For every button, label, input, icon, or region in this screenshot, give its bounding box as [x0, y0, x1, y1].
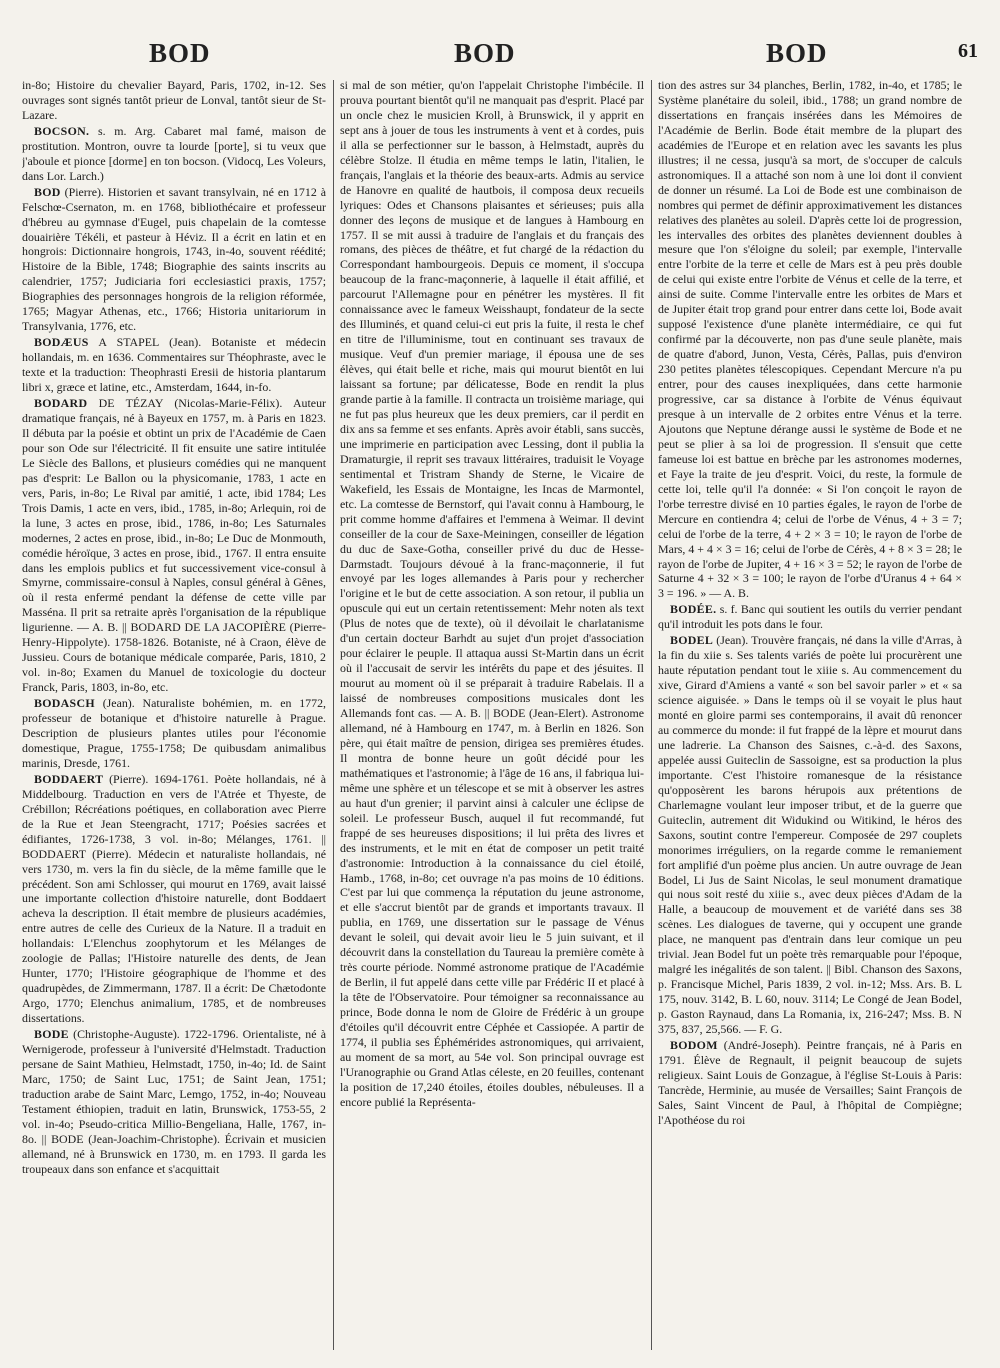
text-columns — [22, 78, 982, 1358]
column-3 — [658, 78, 962, 1356]
dictionary-entry — [22, 1027, 326, 1177]
dictionary-entry — [22, 78, 326, 123]
entry-headword: BOD — [34, 184, 61, 199]
dictionary-entry — [22, 696, 326, 771]
column-rule-2 — [651, 80, 652, 1350]
dictionary-entry — [658, 602, 962, 632]
dictionary-entry — [22, 124, 326, 184]
entry-headword: BODEL — [670, 633, 714, 648]
column-rule-1 — [333, 80, 334, 1350]
entry-headword: BODE — [34, 1027, 69, 1042]
dictionary-entry — [658, 633, 962, 1037]
entry-text: (André-Joseph). Peintre français, né à Paris en 1791. Élève de Regnault, il peignit beaucoup de sujets religieux. Saint Louis de Gonzague, à l'église St-Louis à Paris: Tancrède, Herminie, au musée de Versailles; Saint François de Sales, Saint Vincent de Paul, à l'hôpital de Compiègne; l'Apothéose du roi — [658, 1038, 962, 1127]
entry-text: (Jean). Trouvère français, né dans la ville d'Arras, à la fin du xiie s. Ses talents variés de poète lui procurèrent une haute réputation pendant tout le xiiie s. Au commencement du xive, Girard d'Amiens a vanté « son bel savoir parler » et « sa science aiguisée. » Dans le temps où il se voyait le plus haut monté en gloire parmi ses contemporains, il avait dû renoncer au commerce du monde: il fut frappé de la lèpre et mourut dans une ladrerie. La Chanson des Saisnes, c.-à-d. des Saxons, appelée aussi Guiteclin de Sassoigne, est sa production la plus importante. C'est l'histoire romanesque de la résistance qu'opposèrent les barons hérupois aux prétentions de Charlemagne voulant leur imposer tribut, et de la guerre que Guiteclin, autrement dit Widukind ou Witikind, le héros des Saxons, soutint contre l'empereur. Composée de 297 couplets monorimes irréguliers, on la regarde comme le remaniement fort amplifié d'un poème plus ancien. Un autre ouvrage de Jean Bodel, Li Jus de Saint Nicolas, le seul monument dramatique qui nous soit resté du xiiie s., avec deux pièces d'Adam de la Halle, a beaucoup de mouvement et de variété dans ses 38 scènes. Les dialogues de taverne, qui y occupent une grande place, ne manquent pas d'entrain dans leur comique un peu trivial. Jean Bodel fut un poète très remarquable pour l'époque, malgré les inégalités de son talent. || Bibl. Chanson des Saxons, p. Francisque Michel, Paris 1839, 2 vol. in-12; Mss. Ars. B. L 175, nouv. 3142, B. L 60, nouv. 3114; Le Congé de Jean Bodel, p. Gaston Raynaud, dans La Romania, ix, 216-247; Mss. B. N 375, 837, 25,566. — F. G. — [658, 633, 962, 1037]
running-head-center: BOD — [454, 38, 516, 68]
dictionary-entry — [658, 78, 962, 601]
column-1 — [22, 78, 326, 1356]
entry-text: (Pierre). Historien et savant transylvain, né en 1712 à Felschœ-Csernaton, m. en 1768, bibliothécaire et professeur d'hébreu au gymnase d'Eugel, puis chapelain de la comtesse douairière Tékéli, et pasteur à Héviz. Il a écrit en latin et en hongrois: Dictionnaire hongrois, 1743, in-4o, souvent réédité; Histoire de la Bible, 1748; Biographie des saints inscrits au calendrier, 1757; Judiciaria fori ecclesiastici praxis, 1757; Biographies des personnages hongrois de la religion réformée, 1765; Magyar Athenas, etc., 1766; Historia unitariorum in Transylvania, 1776, etc. — [22, 184, 326, 334]
entry-headword: BODARD — [34, 396, 88, 411]
running-head-left: BOD — [149, 38, 211, 68]
page-header — [24, 38, 978, 78]
entry-text: s. m. Arg. Cabaret mal famé, maison de prostitution. Montron, ouvre ta lourde [porte], si tu veux que j'aboule et pionce [dorme] en ton bocson. (Vidocq, Les Voleurs, dans Lor. Larch.) — [22, 123, 326, 183]
entry-text: (Christophe-Auguste). 1722-1796. Orientaliste, né à Wernigerode, professeur à l'université d'Helmstadt. Traduction persane de Saint Mathieu, Helmstadt, 1750, in-4o; Id. de Saint Marc, 1750; de Saint Luc, 1751; de Saint Jean, 1751; traduction arabe de Saint Marc, Lemgo, 1752, in-4o; Nouveau Testament éthiopien, traduit en latin, Brunswick, 1753-55, 2 vol. in-4o; Pseudo-critica Millio-Bengeliana, Halle, 1767, in-8o. || BODE (Jean-Joachim-Christophe). Écrivain et musicien allemand, né à Brunswick en 1730, m. en 1793. Il garda les troupeaux dans son enfance et s'acquittait — [22, 1027, 326, 1176]
entry-headword: BODDAERT — [34, 771, 104, 786]
entry-headword: BOCSON. — [34, 123, 90, 138]
entry-text: tion des astres sur 34 planches, Berlin, 1782, in-4o, et 1785; le Système planétaire du soleil, ibid., 1788; un grand nombre de dissertations en français insérées dans les Mémoires de l'Académie de Berlin. Bode était membre de la plupart des académies de l'Europe et en relation avec les savants les plus illustres; il ne cessa, jusqu'à sa mort, de s'occuper de calculs astronomiques. Il a attaché son nom à une loi dont il convient de donner un résumé. La Loi de Bode est une combinaison de nombres qui permet de définir approximativement les distances relatives des planètes au soleil. D'après cette loi de progression, les intervalles des orbites des planètes deviennent doubles à mesure que l'on s'éloigne du soleil; par exemple, l'intervalle entre l'orbite de la terre et celle de Mars est à peu près double de celui qui existe entre l'orbite de Vénus et celle de la terre, et ainsi de suite. Comme l'intervalle entre les orbites de Mars et de Jupiter était trop grand pour entrer dans cette loi, Bode avait supposé l'existence d'une planète intermédiaire, ce qui fut confirmé par la découverte, non pas d'une seule planète, mais de quatre d'abord, Junon, Vesta, Cérès, Pallas, puis d'environ 230 petites planètes télescopiques. Cependant Mercure n'a pu entrer, pour des causes inexpliquées, dans cette harmonie progressive, car sa distance à l'orbite de Vénus équivaut presque à un intervalle de 2 orbites entre Vénus et la terre. Ajoutons que Neptune dérange aussi le système de Bode et ne peut se plier à sa loi de progression. Il s'ensuit que cette fameuse loi est battue en brèche par les astronomes modernes, et Faye la traite de jeu d'esprit. Voici, du reste, la formule de cette loi, telle qu'il l'a donnée: « Si l'on conçoit le rayon de l'orbe terrestre divisé en 10 parties égales, le rayon de l'orbe de Mercure en contiendra 4; celui de l'orbe de Vénus, 4 + 3 = 7; celui de l'orbe de la terre, 4 + 2 × 3 = 10; le rayon de l'orbe de Mars, 4 + 4 × 3 = 16; celui de l'orbe de Cérès, 4 + 8 × 3 = 28; le rayon de l'orbe de Jupiter, 4 + 16 × 3 = 52; le rayon de l'orbe de Saturne 4 + 32 × 3 = 100; le rayon de l'orbe d'Uranus 4 + 64 × 3 = 196. » — A. B. — [658, 78, 962, 601]
entry-text: DE TÉZAY (Nicolas-Marie-Félix). Auteur dramatique français, né à Bayeux en 1757, m. à Paris en 1823. Il débuta par la poésie et obtint un prix de l'Académie de Caen pour son Ode sur l'électricité. Il fit ensuite une satire intitulée Le Siècle des Ballons, et plusieurs comédies qui ne manquent pas d'esprit: Le Ballon ou la physicomanie, 1783, 1 acte en vers, Paris, in-8o; Le Rival par amitié, 1 acte, ibid 1784; Les Trois Damis, 1 acte en vers, ibid., 1785, in-8o; Arlequin, roi de la lune, 3 actes en prose, ibid., 1786, in-8o; Les Saturnales modernes, 2 actes en prose, ibid., in-8o; Le Duc de Monmouth, comédie héroïque, 3 actes en prose, ibid., 1767. Il entra ensuite dans les emplois publics et fut successivement vice-consul à Smyrne, commissaire-consul à Naples, consul général à Gênes, où il resta enfermé pendant la défense de cette ville par Masséna. Il prit sa retraite après l'organisation de la république ligurienne. — A. B. || BODARD DE LA JACOPIÈRE (Pierre-Henry-Hippolyte). 1758-1826. Botaniste, né à Craon, élève de Jussieu. Cours de botanique médicale comparée, Paris, 1810, 2 vol. in-8o; Examen du Manuel de toxicologie du docteur Franck, Paris, 1803, in-8o, etc. — [22, 396, 326, 695]
entry-headword: BODOM — [670, 1038, 718, 1052]
entry-text: (Jean). Naturaliste bohémien, m. en 1772, professeur de botanique et d'histoire naturelle à Prague. Description de plusieurs plantes utiles pour l'économie domestique, Prague, 1755-1758; De quibusdam animalibus marinis, Dresde, 1761. — [22, 696, 326, 770]
dictionary-entry — [22, 396, 326, 695]
column-2 — [340, 78, 644, 1356]
entry-text: A STAPEL (Jean). Botaniste et médecin hollandais, m. en 1636. Commentaires sur Théophraste, avec le texte et la traduction: Theophrasti Eresii de historia plantarum libri x, græce et latine, etc., Amsterdam, 1644, in-fo. — [22, 335, 326, 395]
dictionary-entry — [22, 185, 326, 335]
entry-headword: BODASCH — [34, 696, 95, 711]
entry-text: si mal de son métier, qu'on l'appelait Christophe l'imbécile. Il prouva pourtant bientôt qu'il ne manquait pas d'esprit. Placé par un oncle chez le musicien Kroll, à Brunswick, il y apprit en sept ans à jouer de tous les instruments à vent et à cordes, puis il alla se perfectionner sur le basson, à Helmstadt, auprès du célèbre Stolze. Il étudia en même temps le latin, l'italien, le français, l'anglais et la théorie des beaux-arts. Admis au service de Hanovre en qualité de hautbois, il composa deux recueils lyriques: Odes et Chansons plaisantes et sérieuses; puis alla donner des leçons de musique et de langues à Hambourg en 1757. Il se mit aussi à traduire de l'anglais et du français des romans, des pièces de théâtre, et fut chargé de la rédaction du Correspondant hambourgeois. Depuis ce moment, il s'occupa beaucoup de la franc-maçonnerie, à laquelle il était affilié, et parcourut l'Allemagne pour en pénétrer les mystères. Il fit connaissance avec le fameux Weisshaupt, fondateur de la secte des Illuminés, et quand celui-ci eut pris la fuite, il resta le chef en titre de l'illuminisme, tout en continuant ses travaux de musique. Veuf d'un premier mariage, il épousa une de ses élèves, qui était belle et riche, mais qui mourut bientôt en lui laissant sa fortune; par délicatesse, Bode en rendit la plus grande partie à la famille. Il contracta un troisième mariage, qui ne fut pas plus heureux que les deux premiers, car il perdit en dix ans sa femme et ses enfants. Après avoir établi, sans succès, une imprimerie en participation avec Lessing, dont il publia la Dramaturgie, il reprit ses travaux littéraires, traduisit le Voyage sentimental et Tristram Shandy de Sterne, le Vicaire de Wakefield, les Essais de Montaigne, les Incas de Marmontel, etc. La comtesse de Bernstorf, qui l'avait connu à Hambourg, le prit comme homme d'affaires et l'emmena à Weimar. Il devint conseiller de la cour de Saxe-Meiningen, conseiller de légation du duc de Saxe-Gotha, conseiller privé du duc de Hesse-Darmstadt. Toujours dévoué à la franc-maçonnerie, il fut envoyé par les loges allemandes à Paris pour y rechercher l'origine et le but de cette association. A son retour, il publia un opuscule qui eut un certain retentissement: Mehr noten als text (Plus de notes que de texte), où il dévoilait le charlatanisme d'un certain docteur Barhdt au sujet d'un projet d'association pour éclairer le peuple. Il attaqua aussi St-Martin dans un écrit où il l'accusait de servir les intérêts du pape et des jésuites. Il mourut au moment où il se préparait à traduire Rabelais. Il a laissé de nombreuses compositions musicales dont les Allemands font cas. — A. B. || BODE (Jean-Elert). Astronome allemand, né à Hambourg en 1747, m. à Berlin en 1826. Son père, qui était maître de pension, dirigea ses premières études. Il montra de bonne heure un goût décidé pour les mathématiques et l'astronomie; à l'âge de 16 ans, il fabriqua lui-même une sphère et un télescope et se mit à observer les astres au haut d'un grenier; il parvint ainsi à calculer une éclipse de soleil. Le professeur Busch, auquel il fut recommandé, fut frappé de ses heureuses dispositions; il lui prêta des livres et des instruments, et le mit en état de composer un petit traité d'astronomie: Introduction à la connaissance du ciel étoilé, Hamb., 1768, in-8o; cet ouvrage n'a pas moins de 10 éditions. C'est par lui que commença la réputation du jeune astronome, et elle s'accrut bientôt par de grands et importants travaux. Il publia, en 1769, une dissertation sur le passage de Vénus devant le soleil, qui devait avoir lieu le 5 juin suivant, et il découvrit dans la constellation du Taureau la première comète à très courte période. Nommé astronome pratique de l'Académie de Berlin, il fut appelé dans cette ville par Frédéric II et placé à la tête de l'Observatoire. Pour témoigner sa reconnaissance au prince, Bode donna le nom de Gloire de Frédéric à un groupe d'étoiles qu'il découvrit entre Céphée et Cassiopée. A partir de 1774, il publia ses Éphémérides astronomiques, qui arrivaient, au moment de sa mort, au 54e vol. Son principal ouvrage est l'Uranographie ou Grand Atlas céleste, en 20 feuilles, contenant la position de 17,240 étoiles, étoiles doubles, nébuleuses. Il a encore publié la Représenta- — [340, 78, 644, 1109]
entry-text: in-8o; Histoire du chevalier Bayard, Paris, 1702, in-12. Ses ouvrages sont signés tantôt prieur de Lonval, tantôt sieur de St-Lazare. — [22, 78, 326, 122]
running-head-right: BOD — [766, 38, 828, 68]
entry-text: s. f. Banc qui soutient les outils du verrier pendant qu'il introduit les pots dans le four. — [658, 602, 962, 632]
dictionary-entry — [22, 772, 326, 1026]
entry-headword: BODÆUS — [34, 335, 89, 350]
dictionary-entry — [340, 78, 644, 1110]
entry-text: (Pierre). 1694-1761. Poète hollandais, né à Middelbourg. Traduction en vers de l'Atrée et Thyeste, de Crébillon; Récréations poétiques, en collaboration avec Pierre de la Rue et Jean Steengracht, 1717; Poésies sacrées et édifiantes, 1726-1738, 3 vol. in-8o; Mélanges, 1761. || BODDAERT (Pierre). Médecin et naturaliste hollandais, né vers 1730, m. vers la fin du siècle, de la même famille que le précédent. Son ami Schlosser, qui mourut en 1769, avait laissé une importante collection d'histoire naturelle, dont Boddaert acheva la description. Il était membre de plusieurs académies, entre autres de celle des Curieux de la Nature. Il a traduit en hollandais: L'Elenchus zoophytorum et les Mélanges de zoologie de Pallas; l'Histoire naturelle des dents, de Jean Hunter, 1770; l'Histoire géographique de l'homme et des quadrupèdes, de Zimmermann, 1787. Il a écrit: De Chætodonte Argo, 1770; Elenchus animalium, 1785, et de nombreuses dissertations. — [22, 771, 326, 1026]
dictionary-entry — [22, 335, 326, 395]
dictionary-entry — [658, 1038, 962, 1128]
page-number: 61 — [958, 40, 978, 62]
entry-headword: BODÉE. — [670, 602, 717, 617]
